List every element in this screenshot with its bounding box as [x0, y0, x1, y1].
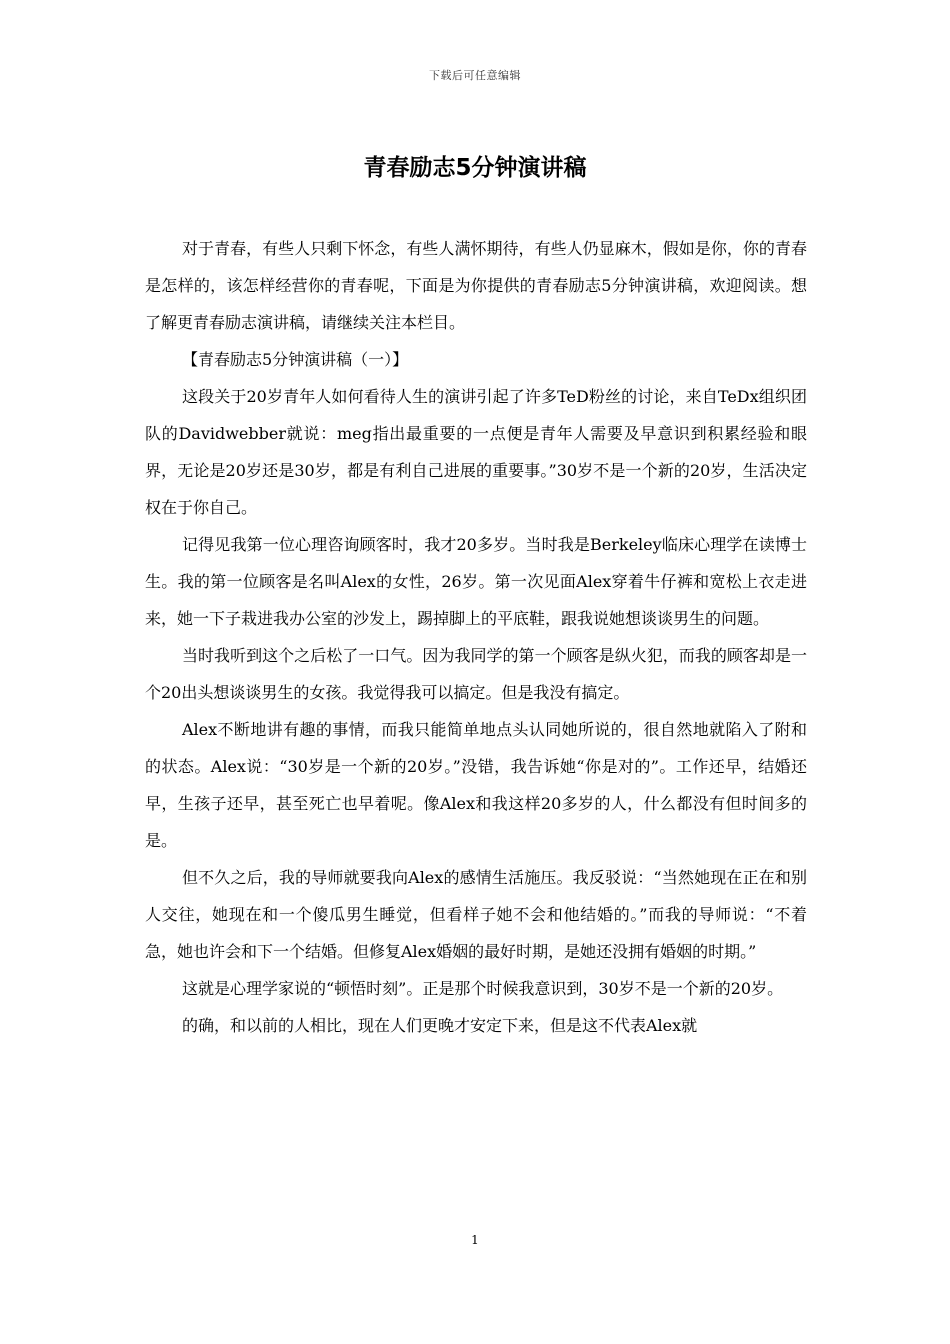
document-body [145, 230, 807, 1044]
body-paragraph: 这段关于20岁青年人如何看待人生的演讲引起了许多TeD粉丝的讨论，来自TeDx组织团队的Davidwebber就说：meg指出最重要的一点便是青年人需要及早意识到积累经验和眼界，无论是20岁还是30岁，都是有利自己进展的重要事。”30岁不是一个新的20岁，生活决定权在于你自己。 [145, 387, 807, 517]
intro-paragraph: 对于青春，有些人只剩下怀念，有些人满怀期待，有些人仍显麻木，假如是你，你的青春是怎样的，该怎样经营你的青春呢，下面是为你提供的青春励志5分钟演讲稿，欢迎阅读。想了解更青春励志演讲稿，请继续关注本栏目。 [145, 239, 807, 332]
body-paragraph: 当时我听到这个之后松了一口气。因为我同学的第一个顾客是纵火犯，而我的顾客却是一个20出头想谈谈男生的女孩。我觉得我可以搞定。但是我没有搞定。 [145, 646, 807, 702]
body-paragraph: Alex不断地讲有趣的事情，而我只能简单地点头认同她所说的，很自然地就陷入了附和的状态。Alex说：“30岁是一个新的20岁。”没错，我告诉她“你是对的”。工作还早，结婚还早，生孩子还早，甚至死亡也早着呢。像Alex和我这样20多岁的人，什么都没有但时间多的是。 [145, 720, 807, 850]
page-header-note: 下载后可任意编辑 [429, 69, 521, 82]
body-paragraph: 这就是心理学家说的“顿悟时刻”。正是那个时候我意识到，30岁不是一个新的20岁。 [182, 979, 784, 998]
page-number: 1 [471, 1233, 479, 1247]
section-heading: 【青春励志5分钟演讲稿（一）】 [182, 350, 409, 369]
document-title: 青春励志5分钟演讲稿 [363, 155, 587, 181]
body-paragraph: 记得见我第一位心理咨询顾客时，我才20多岁。当时我是Berkeley临床心理学在读博士生。我的第一位顾客是名叫Alex的女性，26岁。第一次见面Alex穿着牛仔裤和宽松上衣走进来，她一下子栽进我办公室的沙发上，踢掉脚上的平底鞋，跟我说她想谈谈男生的问题。 [145, 535, 807, 628]
body-paragraph: 的确，和以前的人相比，现在人们更晚才安定下来，但是这不代表Alex就 [182, 1016, 698, 1035]
body-paragraph: 但不久之后，我的导师就要我向Alex的感情生活施压。我反驳说：“当然她现在正在和别人交往，她现在和一个傻瓜男生睡觉，但看样子她不会和他结婚的。”而我的导师说：“不着急，她也许会和下一个结婚。但修复Alex婚姻的最好时期，是她还没拥有婚姻的时期。” [145, 868, 807, 961]
